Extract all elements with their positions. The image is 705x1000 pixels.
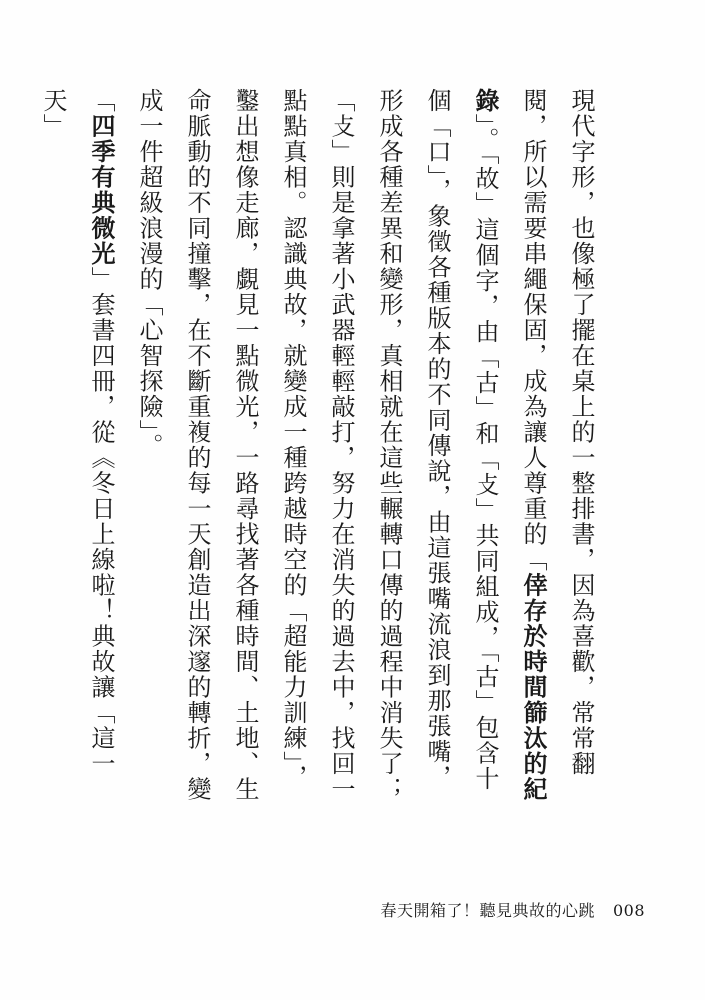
paragraph-1-bold-phrase: 倖存於時間篩汰的紀錄 bbox=[471, 88, 548, 802]
paragraph-1-text-a: 現代字形，也像極了擺在桌上的一整排書，因為喜歡，常常翻閱，所以需要串繩保固，成為讓人尊重的「 bbox=[519, 88, 595, 777]
page-footer bbox=[355, 898, 645, 921]
paragraph-2 bbox=[29, 88, 125, 808]
page-number: 008 bbox=[612, 901, 645, 920]
paragraph-2-text: 」套書四冊，從《冬日上線啦！典故讓「這一天」 bbox=[39, 88, 115, 777]
vertical-body-text bbox=[29, 88, 605, 808]
paragraph-1-text-b: 」。「故」這個字，由「古」和「攴」共同組成，「古」包含十個「口」，象徵各種版本的不同傳說，由這張嘴流浪到那張嘴，形成各種差異和變形，真相就在這些輾轉口傳的過程中消失了；「攴」則是拿著小武器輕輕敲打，努力在消失的過去中，找回一點點真相。認識典故，就變成一種跨越時空的「超能力訓練」，鑿出想像走廊，覷見一點微光，一路尋找著各種時間、土地、生命脈動的不同撞擊，在不斷重複的每一天創造出深邃的轉折，變成一件超級浪漫的「心智探險」。 bbox=[135, 88, 499, 802]
paragraph-2-bold-series-title: 四季有典微光 bbox=[87, 113, 116, 267]
paragraph-1 bbox=[125, 88, 605, 808]
running-title: 春天開箱了！聽見典故的心跳 bbox=[380, 901, 595, 920]
paragraph-2-open-bracket: 「 bbox=[87, 88, 115, 114]
